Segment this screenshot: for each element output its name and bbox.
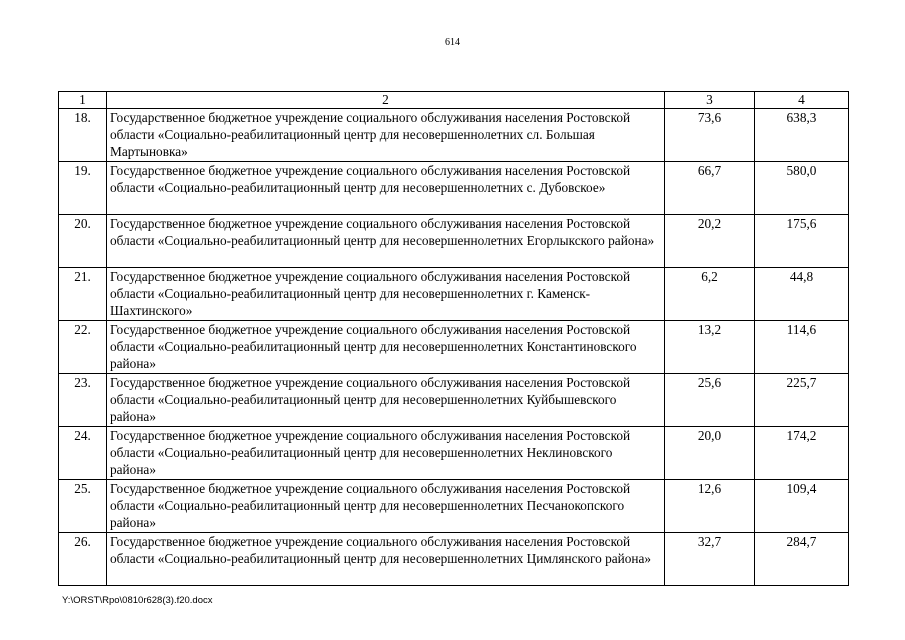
table-row — [59, 480, 849, 533]
table-row — [59, 162, 849, 215]
value-col-3: 13,2 — [665, 321, 755, 374]
header-row — [59, 92, 849, 109]
table-row — [59, 533, 849, 586]
row-number: 26. — [59, 533, 107, 586]
table-row — [59, 321, 849, 374]
table-body — [59, 109, 849, 586]
value-col-4: 225,7 — [755, 374, 849, 427]
row-number: 23. — [59, 374, 107, 427]
header-col-4: 4 — [755, 92, 849, 109]
value-col-3: 32,7 — [665, 533, 755, 586]
institution-name: Государственное бюджетное учреждение социального обслуживания населения Ростовской области «Социально-реабилитационный центр для несовершеннолетних Неклиновского района» — [107, 427, 665, 480]
header-col-3: 3 — [665, 92, 755, 109]
header-col-1: 1 — [59, 92, 107, 109]
value-col-4: 174,2 — [755, 427, 849, 480]
value-col-4: 284,7 — [755, 533, 849, 586]
table-row — [59, 374, 849, 427]
row-number: 22. — [59, 321, 107, 374]
table-header — [59, 92, 849, 109]
row-number: 19. — [59, 162, 107, 215]
row-number: 20. — [59, 215, 107, 268]
institution-name: Государственное бюджетное учреждение социального обслуживания населения Ростовской области «Социально-реабилитационный центр для несовершеннолетних Цимлянского района» — [107, 533, 665, 586]
institution-name: Государственное бюджетное учреждение социального обслуживания населения Ростовской области «Социально-реабилитационный центр для несовершеннолетних сл. Большая Мартыновка» — [107, 109, 665, 162]
header-col-2: 2 — [107, 92, 665, 109]
data-table — [58, 91, 849, 586]
value-col-4: 44,8 — [755, 268, 849, 321]
institution-name: Государственное бюджетное учреждение социального обслуживания населения Ростовской области «Социально-реабилитационный центр для несовершеннолетних Куйбышевского района» — [107, 374, 665, 427]
value-col-4: 175,6 — [755, 215, 849, 268]
table-row — [59, 427, 849, 480]
institution-name: Государственное бюджетное учреждение социального обслуживания населения Ростовской области «Социально-реабилитационный центр для несовершеннолетних Константиновского района» — [107, 321, 665, 374]
institution-name: Государственное бюджетное учреждение социального обслуживания населения Ростовской области «Социально-реабилитационный центр для несовершеннолетних Песчанокопского района» — [107, 480, 665, 533]
row-number: 24. — [59, 427, 107, 480]
value-col-3: 66,7 — [665, 162, 755, 215]
table-row — [59, 109, 849, 162]
value-col-3: 25,6 — [665, 374, 755, 427]
table-row — [59, 268, 849, 321]
value-col-4: 114,6 — [755, 321, 849, 374]
page-number: 614 — [445, 37, 460, 48]
institution-name: Государственное бюджетное учреждение социального обслуживания населения Ростовской области «Социально-реабилитационный центр для несовершеннолетних с. Дубовское» — [107, 162, 665, 215]
row-number: 25. — [59, 480, 107, 533]
value-col-3: 20,2 — [665, 215, 755, 268]
value-col-4: 638,3 — [755, 109, 849, 162]
value-col-4: 109,4 — [755, 480, 849, 533]
value-col-3: 73,6 — [665, 109, 755, 162]
value-col-4: 580,0 — [755, 162, 849, 215]
row-number: 21. — [59, 268, 107, 321]
value-col-3: 12,6 — [665, 480, 755, 533]
value-col-3: 6,2 — [665, 268, 755, 321]
value-col-3: 20,0 — [665, 427, 755, 480]
table-row — [59, 215, 849, 268]
institution-name: Государственное бюджетное учреждение социального обслуживания населения Ростовской области «Социально-реабилитационный центр для несовершеннолетних Егорлыкского района» — [107, 215, 665, 268]
row-number: 18. — [59, 109, 107, 162]
footer-file-path: Y:\ORST\Rpo\0810r628(3).f20.docx — [62, 595, 213, 606]
institution-name: Государственное бюджетное учреждение социального обслуживания населения Ростовской области «Социально-реабилитационный центр для несовершеннолетних г. Каменск-Шахтинского» — [107, 268, 665, 321]
